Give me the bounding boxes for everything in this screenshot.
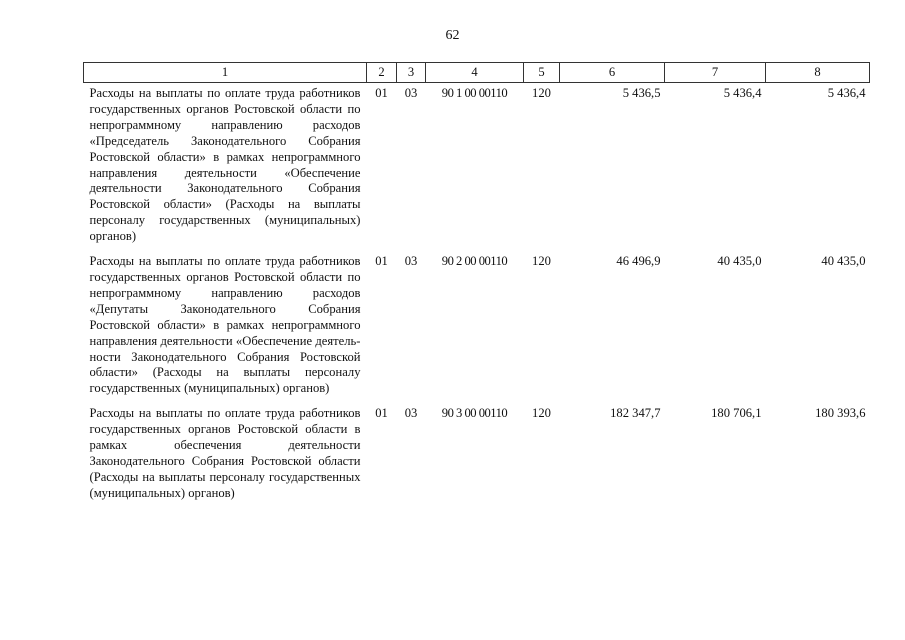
subsection-code: 03 bbox=[404, 86, 418, 100]
section-code: 01 bbox=[375, 254, 388, 269]
amount-col-7: 180 706,1 bbox=[711, 406, 762, 421]
column-header: 5 bbox=[524, 63, 560, 83]
amount-col-6: 5 436,5 bbox=[622, 86, 661, 100]
section-code: 01 bbox=[375, 406, 388, 421]
amount-col-7: 40 435,0 bbox=[717, 254, 762, 269]
amount-col-6: 46 496,9 bbox=[616, 254, 661, 269]
amount-col-6: 182 347,7 bbox=[610, 406, 661, 421]
column-header: 3 bbox=[397, 63, 426, 83]
header-row bbox=[84, 63, 870, 83]
column-header: 8 bbox=[766, 63, 870, 83]
row-description: Расходы на выплаты по оплате труда работников государственных органов Ростовской области по непрограммному направлению расходов «Председатель Законодательного Собрания Ростовской области» в рамках непрограммного направления деятельности «Обеспечение деятельности Законодательного Собрания Ростовской области» (Расходы на выплаты персоналу государственных (муниципальных) органов) bbox=[89, 86, 361, 244]
row-description: Расходы на выплаты по оплате труда работников государственных органов Ростовской области по непрограммному направлению расходов «Депутаты Законодательного Собрания Ростовской области» в рамках непрограммного направления деятельности «Обеспечение деятельности Законодательного Собрания Ростовской области» (Расходы на выплаты персоналу государственных (муниципальных) органов) bbox=[89, 254, 361, 396]
column-header: 7 bbox=[665, 63, 766, 83]
column-header: 4 bbox=[426, 63, 524, 83]
target-article-code: 90 1 00 00110 bbox=[441, 86, 508, 100]
target-article-code: 90 3 00 00110 bbox=[441, 406, 508, 421]
amount-col-8: 180 393,6 bbox=[815, 406, 866, 421]
section-code: 01 bbox=[375, 86, 388, 100]
table-row bbox=[84, 251, 870, 403]
table-row bbox=[84, 403, 870, 507]
amount-col-8: 5 436,4 bbox=[827, 86, 866, 100]
column-header: 6 bbox=[560, 63, 665, 83]
subsection-code: 03 bbox=[404, 406, 418, 421]
expense-type-code: 120 bbox=[532, 254, 551, 269]
column-header: 2 bbox=[367, 63, 397, 83]
subsection-code: 03 bbox=[404, 254, 418, 269]
expense-type-code: 120 bbox=[532, 406, 551, 421]
amount-col-8: 40 435,0 bbox=[821, 254, 866, 269]
budget-table bbox=[83, 62, 870, 508]
amount-col-7: 5 436,4 bbox=[723, 86, 762, 100]
table-row bbox=[84, 83, 870, 252]
page-number: 62 bbox=[445, 28, 460, 43]
expense-type-code: 120 bbox=[532, 86, 551, 100]
column-header: 1 bbox=[84, 63, 367, 83]
target-article-code: 90 2 00 00110 bbox=[441, 254, 508, 269]
row-description: Расходы на выплаты по оплате труда работников государственных органов Ростовской области в рамках обеспечения деятельности Законодательного Собрания Ростовской области (Расходы на выплаты персоналу государственных (муниципальных) органов) bbox=[89, 406, 361, 500]
